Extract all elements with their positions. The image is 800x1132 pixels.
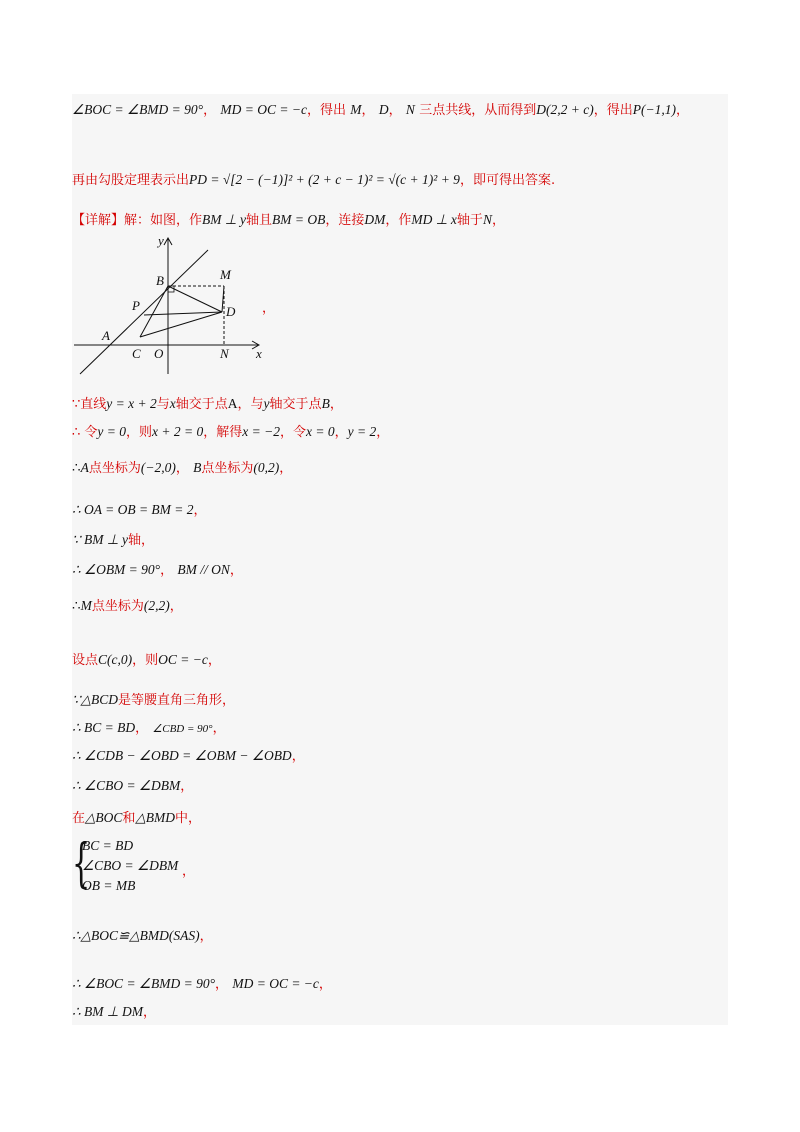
math-expression: ∴△BOC≌△BMD(SAS): [72, 928, 200, 943]
label-D: D: [226, 304, 236, 319]
text: 轴交于点: [269, 397, 322, 412]
text-line: [72, 926, 213, 947]
text: ，: [229, 563, 243, 578]
coordinate-figure: [72, 234, 352, 379]
math-expression: P(−1,1): [632, 102, 676, 117]
math-expression: ∴: [72, 460, 81, 475]
text-line: [72, 422, 389, 443]
segment-PD: [144, 312, 222, 315]
math-expression: BM // ON: [177, 562, 230, 577]
text: ，: [203, 103, 217, 118]
math-expression: ∴ ∠CDB − ∠OBD = ∠OBM − ∠OBD: [72, 748, 292, 763]
text-line: [72, 1002, 156, 1023]
text: ，: [318, 977, 332, 992]
text: ，解得: [203, 425, 243, 440]
system-row: OB = MB: [82, 878, 136, 893]
math-expression: △BOC: [85, 810, 123, 825]
text: ∴ 令: [72, 425, 98, 440]
label-C: C: [132, 346, 141, 361]
text-line: [72, 746, 305, 767]
math-expression: (0,2): [253, 460, 280, 475]
math-expression: x: [169, 396, 176, 411]
text: 再由勾股定理表示出: [72, 173, 190, 188]
math-expression: ∵△BCD: [72, 692, 118, 707]
math-expression: ∴: [72, 598, 81, 613]
text: ，: [329, 397, 343, 412]
text-line: [72, 394, 343, 415]
line-y-eq-x-plus-2: [80, 250, 208, 374]
math-expression: △BMD: [135, 810, 176, 825]
math-expression: B: [193, 460, 202, 475]
math-expression: x = 0: [306, 424, 335, 439]
text: ，作: [385, 213, 412, 228]
text: ，: [279, 461, 293, 476]
text: ，: [193, 503, 207, 518]
text-line: [72, 530, 154, 551]
math-expression: ∵ BM ⊥ y: [72, 532, 128, 547]
segment-BD: [168, 286, 222, 312]
text: 与: [156, 397, 170, 412]
math-expression: BM ⊥ y: [202, 212, 247, 227]
text: 轴且: [246, 213, 273, 228]
text: ，则: [132, 653, 159, 668]
text: ，连接: [325, 213, 365, 228]
text: ，: [262, 301, 276, 316]
text: ，则: [126, 425, 153, 440]
math-expression: OC = −c: [158, 652, 208, 667]
left-brace-icon: {: [72, 834, 91, 894]
text: ∵直线: [72, 397, 107, 412]
math-expression: C(c,0): [98, 652, 133, 667]
text: ，: [135, 721, 149, 736]
text: ，: [199, 929, 213, 944]
math-expression: PD = √[2 − (−1)]² + (2 + c − 1)² = √(c + 1)² + 9: [189, 172, 460, 187]
text: 轴交于点: [175, 397, 228, 412]
math-expression: y = x + 2: [106, 396, 157, 411]
math-expression: ∴ ∠CBO = ∠DBM: [72, 778, 181, 793]
text: 点坐标为: [201, 461, 254, 476]
segment-CD: [140, 312, 222, 337]
text: ，: [180, 779, 194, 794]
label-P: P: [132, 298, 140, 313]
math-expression: ∠BOC = ∠BMD = 90°: [72, 102, 204, 117]
math-expression: M: [350, 102, 362, 117]
math-expression: A: [80, 460, 89, 475]
text: ，: [212, 721, 226, 736]
math-expression: y = 2: [347, 424, 377, 439]
math-expression: MD = OC = −c: [232, 976, 319, 991]
text-line: [72, 596, 183, 617]
text-line: [262, 298, 275, 319]
text: 点坐标为: [91, 599, 144, 614]
text: ，: [182, 864, 196, 879]
text: ，: [376, 425, 390, 440]
text: ，: [207, 653, 221, 668]
text: 三点共线，从而得到: [419, 103, 537, 118]
text: ，得出: [593, 103, 633, 118]
text: 在: [72, 811, 86, 826]
math-expression: B: [321, 396, 330, 411]
math-expression: (2,2): [143, 598, 170, 613]
math-expression: ∠CBD = 90°: [152, 723, 213, 735]
text-line: [72, 718, 226, 739]
text: ，: [361, 103, 375, 118]
label-x: x: [256, 346, 262, 361]
text: 和: [122, 811, 136, 826]
math-expression: A: [227, 396, 238, 411]
math-expression: N: [482, 212, 492, 227]
text-line: [72, 210, 505, 231]
math-expression: ∴ BM ⊥ DM: [72, 1004, 143, 1019]
text-line: [72, 560, 243, 581]
text: ，: [291, 749, 305, 764]
text-line: [72, 500, 207, 521]
text-line: [72, 776, 193, 797]
math-expression: ∴ OA = OB = BM = 2: [72, 502, 194, 517]
text: ，: [142, 1005, 156, 1020]
text: 点坐标为: [88, 461, 141, 476]
text: ，: [675, 103, 689, 118]
text: 【详解】解：如图，作: [72, 213, 203, 228]
label-y: y: [158, 234, 164, 248]
math-expression: x + 2 = 0: [152, 424, 204, 439]
text: ，令: [279, 425, 306, 440]
text-line: [72, 650, 221, 671]
text: ，与: [237, 397, 264, 412]
math-expression: y: [263, 396, 270, 411]
math-expression: ∴ ∠BOC = ∠BMD = 90°: [72, 976, 216, 991]
math-expression: MD ⊥ x: [411, 212, 457, 227]
math-expression: y = 0: [97, 424, 127, 439]
text: ，: [169, 599, 183, 614]
text: ，: [160, 563, 174, 578]
text: ，: [334, 425, 348, 440]
label-M: M: [220, 267, 231, 282]
text: ，: [175, 461, 189, 476]
text-line: [72, 170, 555, 191]
system-row: BC = BD: [82, 838, 134, 853]
text: ，得出: [306, 103, 346, 118]
math-expression: DM: [364, 212, 386, 227]
text: 是等腰直角三角形，: [117, 693, 235, 708]
text-line: [72, 458, 292, 479]
text: ，: [215, 977, 229, 992]
math-expression: BM = OB: [272, 212, 326, 227]
solution-content: [72, 94, 728, 1025]
math-expression: ∴ BC = BD: [72, 720, 136, 735]
label-A: A: [102, 328, 110, 343]
text-line: [72, 808, 201, 829]
math-expression: D: [378, 102, 389, 117]
label-N: N: [220, 346, 229, 361]
text: 轴于: [456, 213, 483, 228]
text-line: [72, 690, 235, 711]
math-expression: D(2,2 + c): [536, 102, 594, 117]
math-expression: ∴ ∠OBM = 90°: [72, 562, 161, 577]
text-line: [72, 100, 689, 121]
text: ，即可得出答案.: [459, 173, 556, 188]
text-line: [72, 974, 332, 995]
text: 轴，: [127, 533, 154, 548]
label-B: B: [156, 273, 164, 288]
math-expression: MD = OC = −c: [220, 102, 307, 117]
text: 设点: [72, 653, 99, 668]
label-O: O: [154, 346, 164, 361]
text: 中，: [175, 811, 202, 826]
system-row: ∠CBO = ∠DBM: [82, 858, 179, 873]
math-expression: (−2,0): [140, 460, 176, 475]
text: ，: [388, 103, 402, 118]
math-expression: N: [405, 102, 415, 117]
math-expression: M: [80, 598, 92, 613]
math-expression: x = −2: [242, 424, 280, 439]
text: ，: [491, 213, 505, 228]
